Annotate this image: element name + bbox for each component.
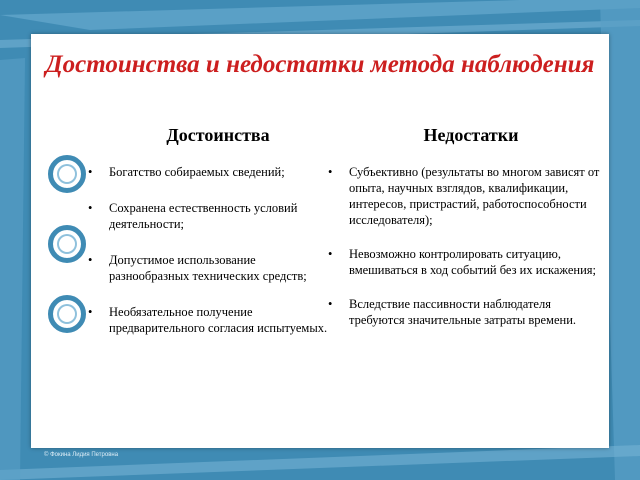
disadvantage-text: Субъективно (результаты во многом зависят от опыта, научных взглядов, квалификации, интересов, пристрастий, работоспособности исследователя); bbox=[349, 165, 600, 227]
disadvantages-list bbox=[328, 164, 600, 346]
list-item bbox=[88, 164, 328, 180]
list-item bbox=[88, 252, 328, 284]
bullet-icon: • bbox=[88, 201, 93, 215]
disadvantage-text: Невозможно контролировать ситуацию, вмешиваться в ход событий без их искажения; bbox=[349, 247, 597, 277]
ring-decoration-icon bbox=[48, 295, 86, 333]
bullet-icon: • bbox=[88, 305, 93, 319]
advantage-text: Богатство собираемых сведений; bbox=[109, 165, 285, 179]
bullet-icon: • bbox=[328, 297, 333, 311]
slide-card bbox=[31, 34, 609, 448]
footer-credit: © Фокина Лидия Петровна bbox=[44, 452, 119, 458]
slide-title: Достоинства и недостатки метода наблюдения bbox=[45, 51, 595, 78]
advantages-list bbox=[88, 164, 328, 356]
advantage-text: Допустимое использование разнообразных технических средств; bbox=[109, 253, 307, 283]
list-item bbox=[328, 164, 600, 228]
bullet-icon: • bbox=[88, 165, 93, 179]
list-item bbox=[88, 304, 328, 336]
bullet-icon: • bbox=[328, 247, 333, 261]
advantage-text: Сохранена естественность условий деятельности; bbox=[109, 201, 298, 231]
bullet-icon: • bbox=[88, 253, 93, 267]
ring-decoration-icon bbox=[48, 225, 86, 263]
advantages-heading: Достоинства bbox=[166, 125, 270, 145]
list-item bbox=[328, 246, 600, 278]
list-item bbox=[88, 200, 328, 232]
ring-decoration-icon bbox=[48, 155, 86, 193]
bullet-icon: • bbox=[328, 165, 333, 179]
list-item bbox=[328, 296, 600, 328]
advantage-text: Необязательное получение предварительного согласия испытуемых. bbox=[109, 305, 328, 335]
disadvantages-heading: Недостатки bbox=[423, 125, 519, 145]
disadvantage-text: Вследствие пассивности наблюдателя требуются значительные затраты времени. bbox=[349, 297, 577, 327]
